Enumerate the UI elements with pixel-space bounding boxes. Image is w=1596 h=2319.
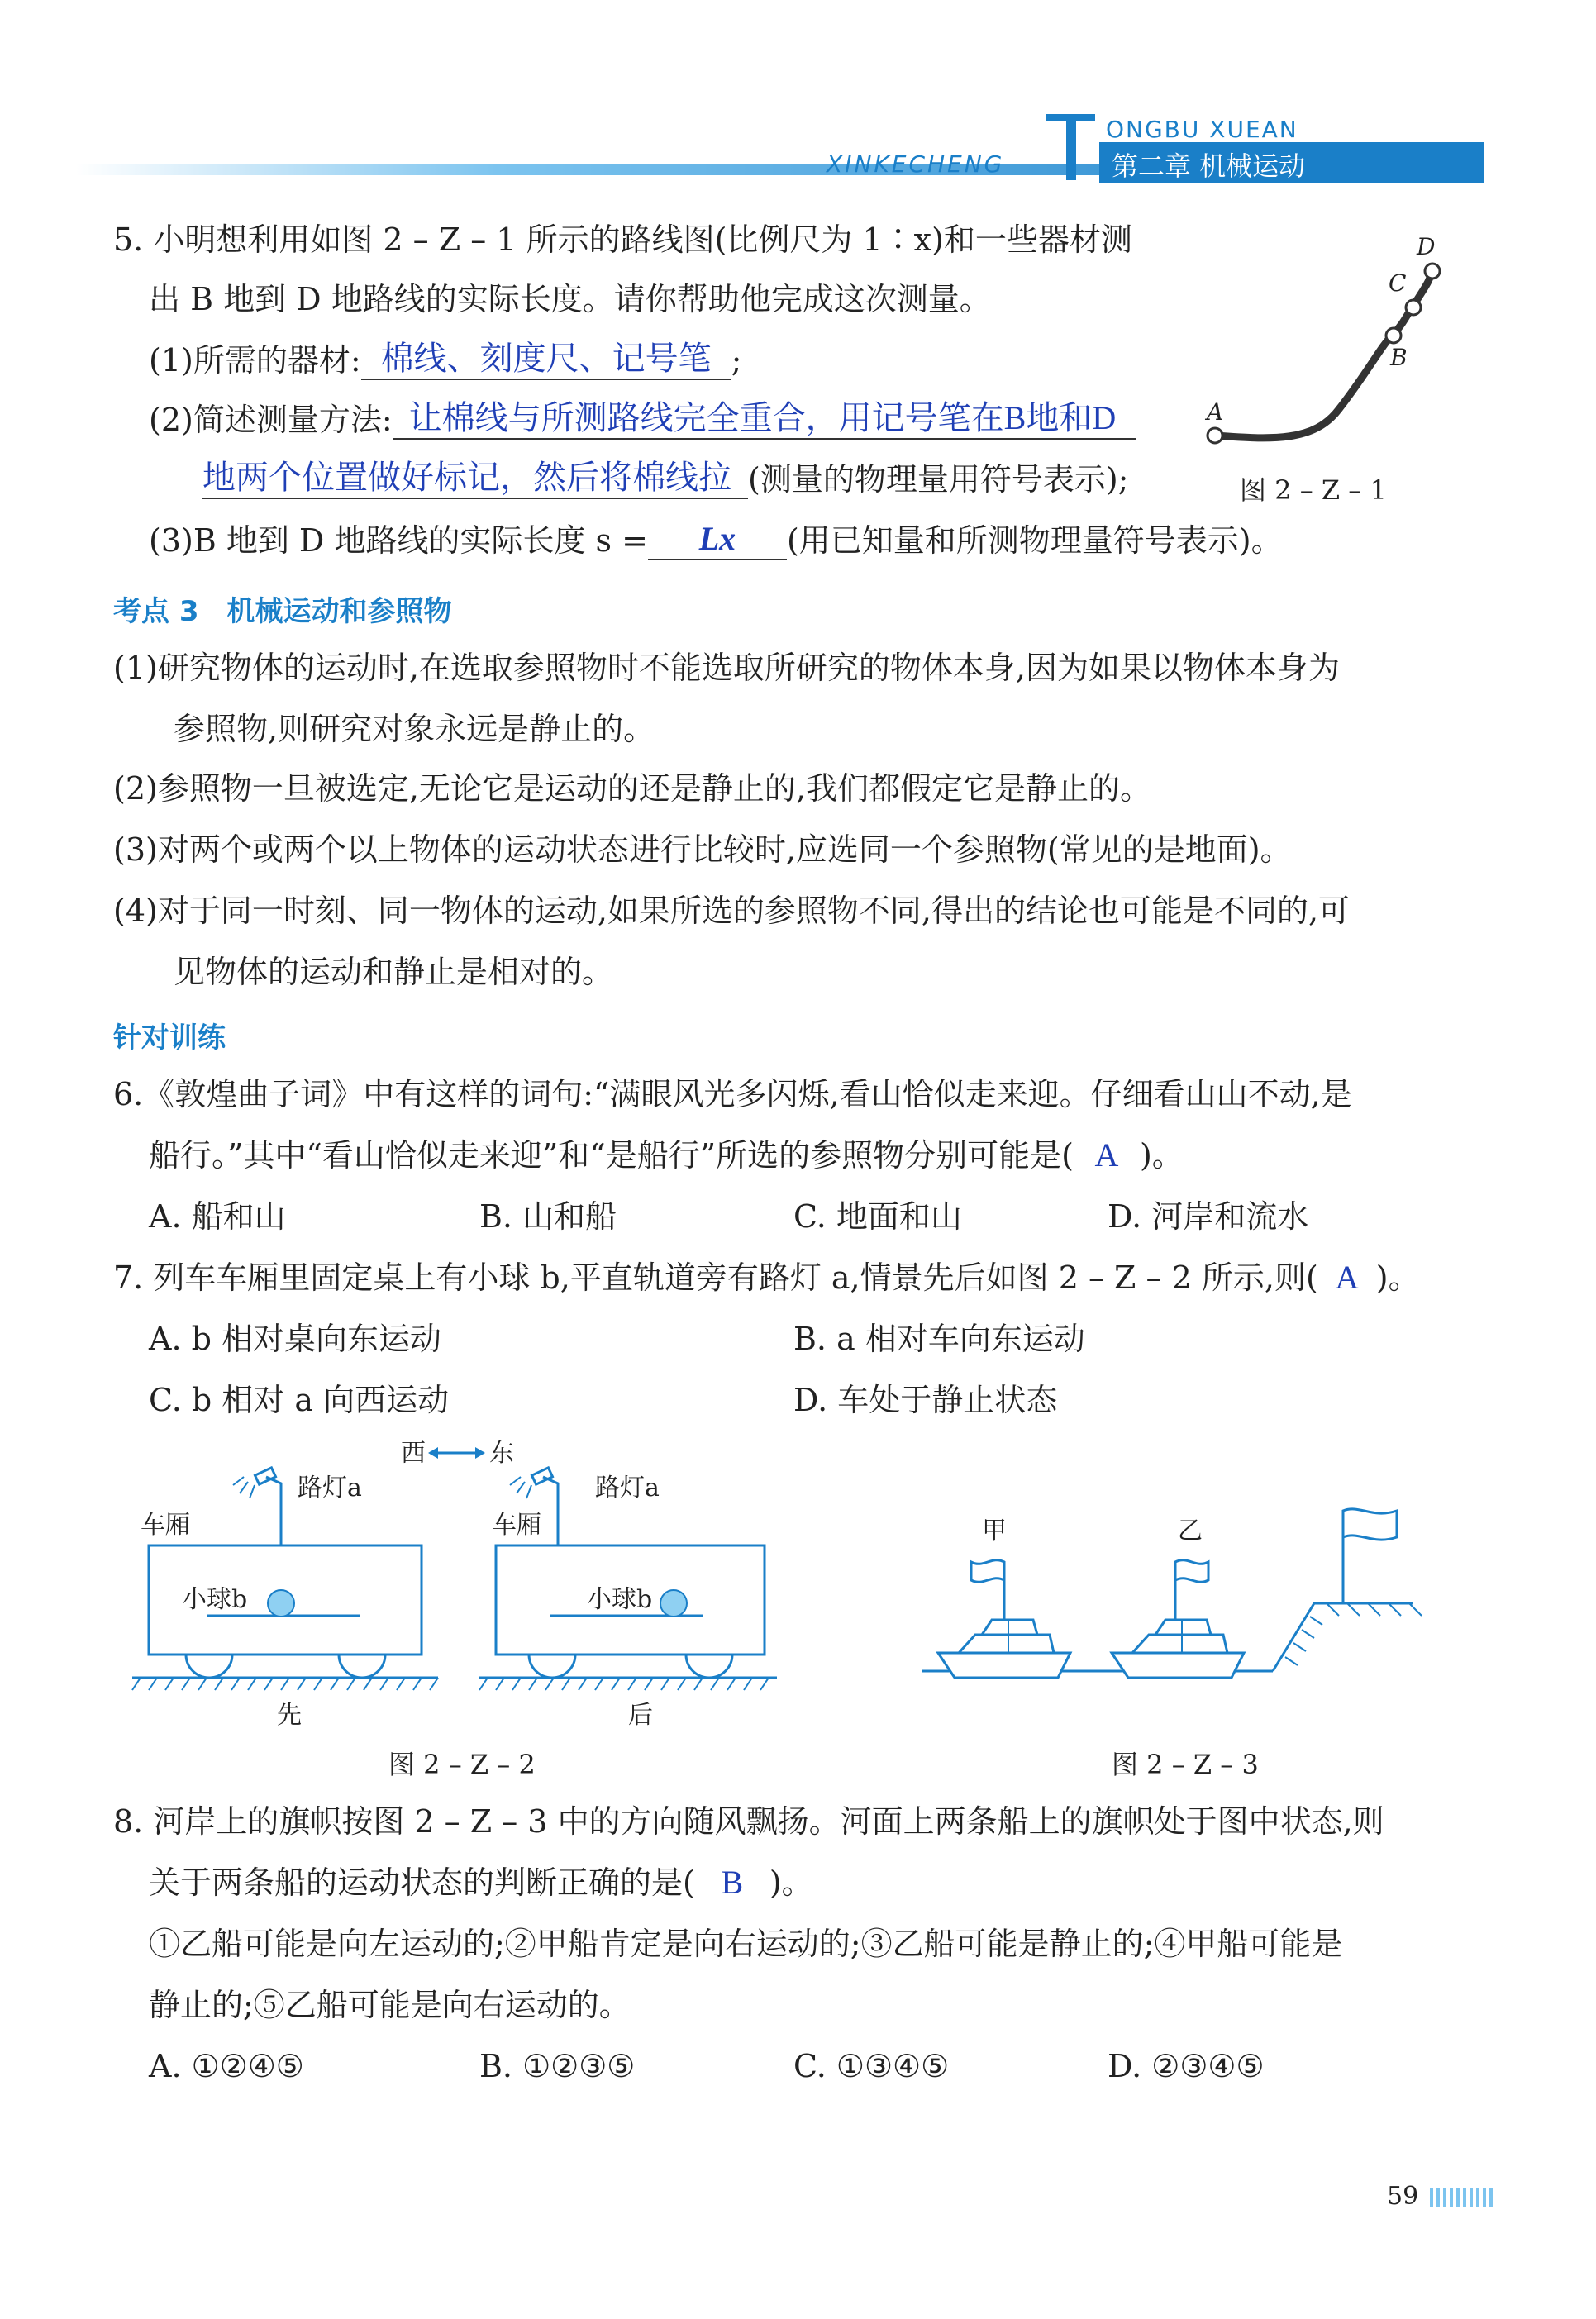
boat-yi-label: 乙 (1178, 1517, 1203, 1545)
after-label: 后 (628, 1701, 653, 1730)
footer-ornament (1430, 2188, 1496, 2207)
q5-part2-blank1 (393, 398, 1136, 440)
q8-option-d: D. ②③④⑤ (1108, 2048, 1265, 2084)
q5-part1-blank (361, 339, 731, 380)
ball-1 (268, 1590, 294, 1617)
q8-stem-a: 关于两条船的运动状态的判断正确的是( (149, 1864, 695, 1901)
q6-option-a: A. 船和山 (149, 1198, 286, 1235)
lamp-pole-2 (543, 1477, 558, 1545)
route-label-d: D (1417, 233, 1436, 260)
q8-statements-line2: 静止的;⑤乙船可能是向右运动的。 (149, 1987, 631, 2023)
route-label-c: C (1389, 269, 1407, 297)
q8-answer: B (721, 1864, 744, 1901)
section3-item1-line1: (1)研究物体的运动时,在选取参照物时不能选取所研究的物体本身,因为如果以物体本身为 (113, 650, 1340, 686)
fig3-caption: 图 2 – Z – 3 (1112, 1749, 1259, 1780)
q8-stem-line2 (149, 1863, 813, 1902)
direction-east: 东 (489, 1439, 514, 1468)
q5-part3-label: (3)B 地到 D 地路线的实际长度 s = (149, 522, 648, 559)
q7-option-a: A. b 相对桌向东运动 (149, 1321, 442, 1357)
q7-answer: A (1335, 1259, 1360, 1296)
q5-part3-end: (用已知量和所测物理量符号表示)。 (786, 522, 1283, 559)
q5-stem-line2: 出 B 地到 D 地路线的实际长度。请你帮助他完成这次测量。 (149, 281, 991, 317)
q5-part2-line1 (149, 398, 1136, 440)
q7-stem-a: 7. 列车车厢里固定桌上有小球 b,平直轨道旁有路灯 a,情景先后如图 2 – Z – 2 所示,则( (113, 1259, 1318, 1296)
section3-item4-line1: (4)对于同一时刻、同一物体的运动,如果所选的参照物不同,得出的结论也可能是不同的,可 (113, 893, 1351, 929)
q6-option-d: D. 河岸和流水 (1108, 1198, 1309, 1235)
q5-part2-blank2 (202, 458, 748, 499)
q5-part2-label: (2)简述测量方法: (149, 402, 393, 438)
q7-stem-b: )。 (1375, 1259, 1420, 1296)
q8-stem-b: )。 (769, 1864, 813, 1901)
q5-part3 (149, 519, 1283, 560)
before-label: 先 (277, 1701, 302, 1730)
ball-2 (660, 1590, 687, 1617)
q5-part2-line2 (202, 458, 1128, 499)
fig2-caption: 图 2 – Z – 2 (388, 1749, 536, 1780)
q6-stem-a: 船行。”其中“看山恰似走来迎”和“是船行”所选的参照物分别可能是( (149, 1137, 1074, 1174)
q5-part2-answer1: 让棉线与所测路线完全重合，用记号笔在B地和D (408, 399, 1117, 436)
q5-part2-end: (测量的物理量用符号表示); (748, 461, 1129, 498)
q5-stem-line1: 5. 小明想利用如图 2 – Z – 1 所示的路线图(比例尺为 1∶x)和一些器材测 (113, 221, 1132, 258)
lamp-label-1: 路灯a (298, 1474, 362, 1502)
q7-option-b: B. a 相对车向东运动 (793, 1321, 1085, 1357)
q5-part3-blank (648, 519, 787, 560)
scene-before (132, 1468, 438, 1730)
q8-statements-line1: ①乙船可能是向左运动的;②甲船肯定是向右运动的;③乙船可能是静止的;④甲船可能是 (149, 1926, 1343, 1962)
direction-west: 西 (401, 1439, 426, 1468)
chapter-title: 第二章 机械运动 (1112, 150, 1306, 182)
shore-flag (1273, 1509, 1422, 1671)
route-point-c (1406, 300, 1421, 315)
q5-part1-label: (1)所需的器材: (149, 342, 361, 379)
lamp-pole-1 (266, 1477, 281, 1545)
car-label-2: 车厢 (492, 1511, 541, 1540)
q5-part3-answer: Lx (698, 520, 736, 557)
route-point-b (1386, 328, 1401, 343)
q7-option-c: C. b 相对 a 向西运动 (149, 1382, 450, 1418)
q6-stem-line2 (149, 1136, 1184, 1175)
header-xinkecheng: XINKECHENG (827, 150, 1005, 178)
boat-jia-label: 甲 (982, 1517, 1007, 1545)
section3-title: 考点 3 机械运动和参照物 (113, 595, 452, 628)
route-label-a: A (1207, 398, 1224, 426)
q7-stem (113, 1258, 1420, 1298)
boat-jia (938, 1517, 1070, 1678)
car-label-1: 车厢 (141, 1511, 190, 1540)
q6-stem-line1: 6.《敦煌曲子词》中有这样的词句:“满眼风光多闪烁,看山恰似走来迎。仔细看山山不动,是 (113, 1076, 1352, 1112)
section3-item2: (2)参照物一旦被选定,无论它是运动的还是静止的,我们都假定它是静止的。 (113, 770, 1151, 807)
q6-stem-b: )。 (1139, 1137, 1184, 1174)
q5-part1-answer: 棉线、刻度尺、记号笔 (380, 340, 712, 377)
section3-item3: (3)对两个或两个以上物体的运动状态进行比较时,应选同一个参照物(常见的是地面)。 (113, 831, 1292, 868)
q5-part1 (149, 339, 741, 380)
q8-option-b: B. ①②③⑤ (479, 2048, 636, 2084)
figure-2-z-3 (909, 1496, 1438, 1711)
fig1-caption: 图 2 – Z – 1 (1240, 474, 1387, 506)
q6-option-b: B. 山和船 (479, 1198, 617, 1235)
header-tongbu: ONGBU XUEAN (1106, 116, 1298, 143)
ball-label-1: 小球b (182, 1585, 248, 1614)
route-point-d (1425, 264, 1440, 279)
boat-yi (1112, 1517, 1244, 1678)
t-logo-stem (1066, 114, 1076, 180)
lamp-label-2: 路灯a (595, 1474, 660, 1502)
ball-label-2: 小球b (587, 1585, 653, 1614)
q8-stem-line1: 8. 河岸上的旗帜按图 2 – Z – 3 中的方向随风飘扬。河面上两条船上的旗帜处于图中状态,则 (113, 1803, 1384, 1840)
q5-part1-end: ; (731, 342, 742, 379)
training-title: 针对训练 (113, 1021, 226, 1055)
section3-item1-line2: 参照物,则研究对象永远是静止的。 (174, 711, 655, 747)
q6-option-c: C. 地面和山 (793, 1198, 962, 1235)
q7-option-d: D. 车处于静止状态 (793, 1382, 1058, 1418)
figure-2-z-2 (124, 1434, 785, 1731)
figure-2-z-1 (1198, 231, 1471, 504)
page-number: 59 (1387, 2182, 1419, 2211)
q8-option-a: A. ①②④⑤ (149, 2048, 304, 2084)
q6-answer: A (1094, 1136, 1119, 1174)
route-label-b: B (1390, 344, 1408, 371)
q8-option-c: C. ①③④⑤ (793, 2048, 950, 2084)
route-point-a (1208, 428, 1222, 443)
q5-part2-answer2: 地两个位置做好标记，然后将棉线拉 (202, 459, 731, 496)
section3-item4-line2: 见物体的运动和静止是相对的。 (174, 954, 614, 990)
scene-after (479, 1468, 777, 1730)
